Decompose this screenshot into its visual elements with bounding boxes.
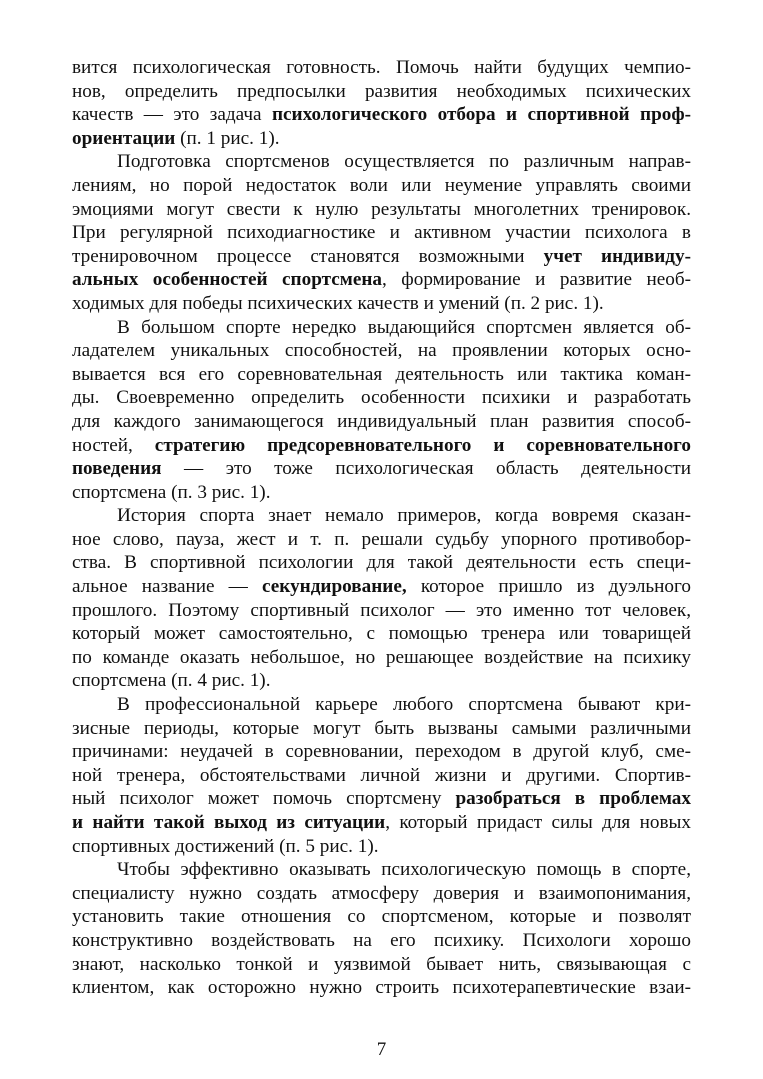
text-line (72, 150, 691, 174)
text-line (72, 127, 691, 151)
bold-term: учет индивиду- (543, 245, 692, 267)
text-run: спортсмена (п. 4 рис. 1). (72, 670, 271, 692)
bold-term: и найти такой выход из ситуации (72, 812, 386, 833)
text-line (72, 386, 691, 410)
text-line (72, 410, 691, 434)
text-line (72, 764, 691, 788)
text-line (72, 457, 691, 481)
text-line (72, 693, 691, 717)
bold-term: ориентации (72, 127, 176, 149)
text-run: прошлого. Поэтому спортивный психолог — это именно тот человек, (72, 599, 691, 621)
text-run: Подготовка спортсменов осуществляется по различным направ- (117, 151, 691, 173)
text-run: который может самостоятельно, с помощью тренера или товарищей (72, 623, 691, 645)
text-run: ладателем уникальных способностей, на проявлении которых осно- (72, 340, 691, 362)
text-run: качеств — это задача (72, 104, 272, 126)
bold-term: альных особенностей спортсмена (72, 269, 383, 291)
text-run: знают, насколько тонкой и уязвимой бывает нить, связывающая с (72, 953, 691, 975)
text-run: клиентом, как осторожно нужно строить психотерапевтические взаи- (72, 977, 691, 999)
text-line (72, 363, 691, 387)
text-line (72, 599, 691, 623)
bold-term: поведения (72, 458, 162, 480)
text-line (72, 787, 691, 811)
text-run: установить такие отношения со спортсменом, которые и позволят (72, 906, 691, 928)
text-run: ное слово, пауза, жест и т. п. решали судьбу упорного противобор- (72, 528, 691, 550)
text-run: — это тоже психологическая область деятельности (161, 458, 691, 480)
text-line (72, 221, 691, 245)
text-run: альное название — (72, 576, 263, 598)
text-line (72, 717, 691, 741)
text-run: причинами: неудачей в соревновании, переходом в другой клуб, сме- (72, 741, 691, 763)
text-line (72, 481, 691, 505)
text-line (72, 622, 691, 646)
text-line (72, 316, 691, 340)
text-line (72, 292, 691, 316)
text-line (72, 575, 691, 599)
text-line (72, 646, 691, 670)
text-run: (п. 1 рис. 1). (175, 127, 280, 149)
text-run: Чтобы эффективно оказывать психологическую помощь в спорте, (117, 859, 691, 881)
text-run: , формирование и развитие необ- (382, 269, 692, 291)
text-run: для каждого занимающегося индивидуальный план развития способ- (72, 410, 691, 432)
text-run: ды. Своевременно определить особенности психики и разработать (72, 387, 691, 409)
text-run: лениям, но порой недостаток воли или неумение управлять своими (72, 174, 691, 196)
bold-term: стратегию предсоревновательного и соревновательного (154, 434, 691, 456)
text-run: вывается вся его соревновательная деятельность или тактика коман- (72, 363, 691, 385)
text-run: ства. В спортивной психологии для такой деятельности есть специ- (72, 552, 691, 574)
text-line (72, 953, 691, 977)
text-line (72, 551, 691, 575)
text-line (72, 268, 691, 292)
text-run: эмоциями могут свести к нулю результаты многолетних тренировок. (72, 198, 691, 220)
text-run: зисные периоды, которые могут быть вызваны самыми различными (72, 717, 691, 739)
text-run: тренировочном процессе становятся возможными (72, 245, 544, 267)
text-line (72, 56, 691, 80)
text-line (72, 882, 691, 906)
paragraph (72, 316, 691, 505)
text-line (72, 858, 691, 882)
text-run: нов, определить предпосылки развития необходимых психических (72, 80, 691, 102)
text-run: ностей, (72, 434, 155, 456)
paragraph (72, 150, 691, 315)
text-line (72, 174, 691, 198)
body-text (72, 56, 691, 1000)
text-run: История спорта знает немало примеров, когда вовремя сказан- (117, 505, 691, 527)
text-line (72, 339, 691, 363)
text-line (72, 103, 691, 127)
text-run: специалисту нужно создать атмосферу доверия и взаимопонимания, (72, 882, 691, 904)
text-line (72, 198, 691, 222)
text-line (72, 669, 691, 693)
paragraph (72, 56, 691, 150)
text-run: При регулярной психодиагностике и активном участии психолога в (72, 222, 691, 244)
paragraph (72, 858, 691, 1000)
text-line (72, 976, 691, 1000)
text-run: ной тренера, обстоятельствами личной жизни и другими. Спортив- (72, 764, 691, 786)
paragraph (72, 504, 691, 693)
text-run: ходимых для победы психических качеств и умений (п. 2 рис. 1). (72, 292, 604, 314)
bold-term: разобраться в проблемах (455, 788, 691, 810)
text-run: конструктивно воздействовать на его психику. Психологи хорошо (72, 929, 691, 951)
text-run: ный психолог может помочь спортсмену (72, 788, 456, 810)
text-run: спортивных достижений (п. 5 рис. 1). (72, 835, 379, 857)
bold-term: психологического отбора и спортивной проф- (271, 104, 691, 126)
text-line (72, 905, 691, 929)
paragraph (72, 693, 691, 858)
text-line (72, 80, 691, 104)
text-line (72, 740, 691, 764)
text-line (72, 929, 691, 953)
page-number: 7 (376, 1039, 387, 1060)
text-run: , который придаст силы для новых (385, 812, 691, 833)
text-run: В профессиональной карьере любого спортсмена бывают кри- (117, 694, 691, 716)
text-run: спортсмена (п. 3 рис. 1). (72, 481, 271, 503)
text-run: которое пришло из дуэльного (406, 576, 691, 598)
text-line (72, 504, 691, 528)
text-line (72, 835, 691, 859)
text-line (72, 245, 691, 269)
text-run: вится психологическая готовность. Помочь найти будущих чемпио- (72, 57, 691, 78)
text-line (72, 434, 691, 458)
text-line (72, 528, 691, 552)
text-run: В большом спорте нередко выдающийся спортсмен является об- (117, 316, 691, 338)
bold-term: секундирование, (262, 576, 407, 598)
text-line (72, 811, 691, 835)
text-run: по команде оказать небольшое, но решающее воздействие на психику (72, 646, 691, 668)
